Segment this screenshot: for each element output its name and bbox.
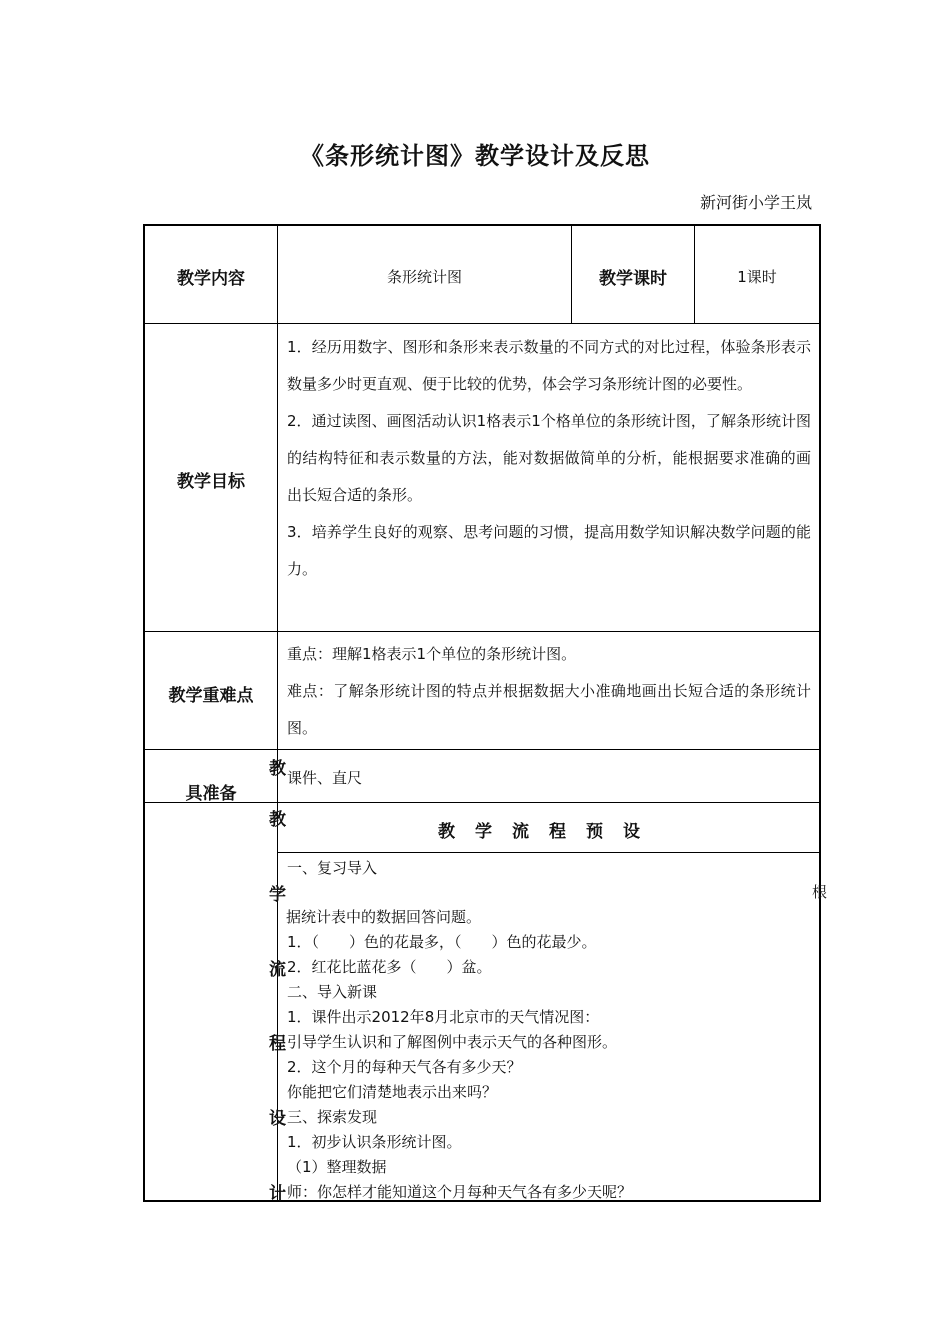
flow-vertical-char: 教 — [269, 810, 286, 830]
label-teaching-goals: 教学目标 — [177, 472, 245, 492]
class-hours-value: 1课时 — [737, 268, 777, 286]
label-key-difficult-points: 教学重难点 — [168, 686, 254, 706]
key-points-list — [287, 636, 811, 747]
flow-vertical-char: 学 — [269, 885, 286, 905]
flow-line: 2．这个月的每种天气各有多少天？ — [287, 1058, 522, 1076]
flow-vertical-char: 设 — [269, 1109, 286, 1129]
flow-line: 据统计表中的数据回答问题。 — [286, 908, 482, 926]
flow-line: 1．课件出示2012年8月北京市的天气情况图： — [287, 1008, 600, 1026]
flow-vertical-char: 计 — [269, 1184, 286, 1204]
key-point-item: 难点：了解条形统计图的特点并根据数据大小准确地画出长短合适的条形统计图。 — [287, 682, 811, 737]
row-divider — [143, 631, 821, 632]
goal-item: 2．通过读图、画图活动认识1格表示1个格单位的条形统计图，了解条形统计图的结构特征和表示数量的方法，能对数据做简单的分析，能根据要求准确的画出长短合适的条形。 — [287, 412, 811, 504]
teaching-aids-value: 课件、直尺 — [287, 769, 363, 787]
flow-line: 1．（ ）色的花最多，（ ）色的花最少。 — [287, 933, 597, 951]
flow-stray-char: 根 — [812, 883, 828, 901]
flow-line: （1）整理数据 — [287, 1158, 387, 1176]
flow-line: 引导学生认识和了解图例中表示天气的各种图形。 — [287, 1033, 618, 1051]
flow-line: 师：你怎样才能知道这个月每种天气各有多少天呢？ — [287, 1183, 633, 1201]
label-teaching-content: 教学内容 — [177, 269, 245, 289]
flow-vertical-char: 流 — [269, 960, 286, 980]
column-divider — [277, 224, 278, 1202]
flow-vertical-char: 程 — [269, 1034, 286, 1054]
flow-line: 二、导入新课 — [287, 983, 378, 1001]
flow-header: 教学流程预设 — [438, 822, 660, 842]
row-divider — [278, 852, 821, 853]
flow-line: 三、探索发现 — [287, 1108, 378, 1126]
goal-item: 3．培养学生良好的观察、思考问题的习惯，提高用数学知识解决数学问题的能力。 — [287, 523, 811, 578]
label-teaching-aids: 具准备 — [185, 784, 237, 804]
goal-item: 1．经历用数字、图形和条形来表示数量的不同方式的对比过程，体验条形表示数量多少时更直观、便于比较的优势，体会学习条形统计图的必要性。 — [287, 338, 811, 393]
label-class-hours: 教学课时 — [599, 269, 667, 289]
flow-line: 2．红花比蓝花多（ ）盆。 — [287, 958, 492, 976]
flow-line: 1．初步认识条形统计图。 — [287, 1133, 462, 1151]
author-line: 新河街小学王岚 — [699, 193, 812, 212]
row-divider — [143, 323, 821, 324]
flow-line: 你能把它们清楚地表示出来吗？ — [287, 1083, 498, 1101]
row-divider — [143, 749, 821, 750]
key-point-item: 重点：理解1格表示1个单位的条形统计图。 — [287, 645, 577, 663]
teaching-content-value: 条形统计图 — [386, 268, 462, 286]
document-title: 《条形统计图》教学设计及反思 — [300, 142, 650, 170]
label-prep-top-char: 教 — [269, 759, 286, 779]
goals-list — [287, 329, 811, 588]
flow-line: 一、复习导入 — [287, 859, 378, 877]
